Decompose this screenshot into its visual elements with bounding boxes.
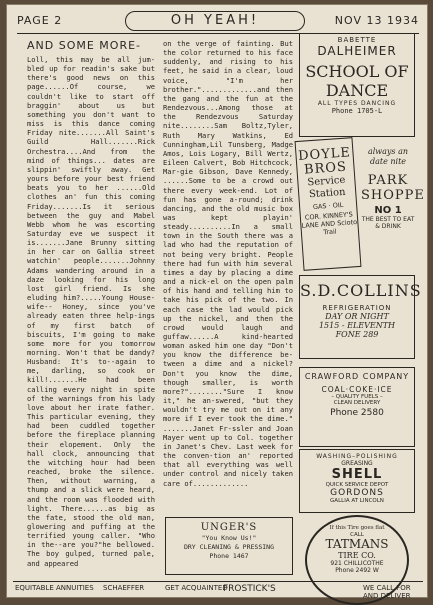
shell-quick: QUICK SERVICE DEPOT (325, 482, 389, 488)
doyle-park-ads (297, 139, 425, 269)
newspaper-page (6, 4, 428, 598)
park-best: THE BEST TO EAT & DRINK (361, 216, 415, 230)
column-1-text: Loll, this may be all jum-bled up for readin's sake but there's good news on this page......Of course, we couldn't like to start off braggin' about us but something you don't want to miss is this dance coming Friday nite.......All Saint's Guild Hall.......Rick Orchestra....And from the mind of things... dates are slippin' swiftly away. Get yours before your best friend beats you to her ......Old clothes an' fun this coming Friday.......Is it serious between the guy and Mabel Webb whom he was escorting Saturday eve we suspect it is.......Jane Brunny sitting in her car on Gallia street watchin' people.......Johnny Adams wandering around in a daze looking for his long lost girl friend. Is she eluding him?.....Young House-wife-- Honey, since you've already eaten three help-ings of my first batch of biscuits, I'm going to make some more for you tomorrow morning. Won't that be dandy?Husband: It's to--again to me, darling, so cook or kill!.......He had been calling every night in spite of the warnings from his lady love about her irate father. This particular evening, they had been cuddled together before the fireplace planning their elopement. Only the hall clock, announcing that the witching hour had been reached, broke the silence. Then, without warning, a thump and a slick were heard, and the room was flooded with light. There......as big as the fate, stood the old man, glowering and puffing at the terrified young caller. "Who in the--are you?"he bellowed. The boy gulped, turned pale, and appeared (27, 55, 160, 568)
shell-greasing: GREASING (341, 460, 373, 467)
equitable-ad: EQUITABLE ANNUITIES (15, 584, 94, 592)
collins-address: 1515 - ELEVENTH (318, 321, 396, 330)
crawford-products: COAL·COKE·ICE (321, 385, 393, 394)
tatman-call: CALL (350, 532, 364, 538)
gossip-column-2 (163, 39, 298, 519)
babette-school: SCHOOL OF DANCE (305, 62, 409, 100)
doyle-name: DOYLE BROS (297, 145, 352, 178)
issue-date: NOV 13 1934 (334, 14, 419, 27)
crawford-quality: – QUALITY FUELS – (331, 394, 383, 400)
masthead-title: OH YEAH! (125, 11, 305, 31)
park-number-one: NO 1 (374, 205, 402, 216)
tatman-address: 921 CHILLICOTHE (330, 560, 384, 567)
column-heading: AND SOME MORE- (27, 39, 142, 52)
we-call-ad: WE CALL FOR AND DELIVER (363, 584, 411, 600)
shell-gordons-ad (299, 449, 415, 513)
collins-refrigeration-ad (299, 275, 422, 359)
doyle-service: Service Station (307, 174, 346, 201)
get-acquainted-ad: GET ACQUAINTED (165, 584, 228, 592)
tatman-if-flat: If this Tire goes flat (329, 525, 385, 531)
tatman-tire-co: TIRE CO. (338, 551, 376, 560)
gossip-column-1 (27, 39, 160, 569)
unger-service: DRY CLEANING & PRESSING (183, 543, 274, 551)
crawford-delivery: CLEAN DELIVERY (333, 400, 381, 406)
schaeffer-ad: SCHAEFFER (103, 584, 145, 592)
park-tagline: always an date nite (367, 147, 409, 166)
doyle-bros-ad (295, 137, 362, 271)
collins-phone: FONE 289 (335, 330, 379, 339)
babette-first-name: BABETTE (337, 36, 377, 44)
page-header (17, 11, 419, 33)
tatman-phone: Phone 2492 W (335, 567, 379, 574)
crawford-company-ad (299, 367, 415, 447)
bottom-ad-strip (13, 581, 423, 599)
page-number: PAGE 2 (17, 14, 63, 27)
column-2-text: on the verge of fainting. But the color returned to his face suddenly, and rising to his feet, he said in a clear, loud voice, "I'm her brother.".............and then the gang and the fun at the Rendezvous...Among those at the Rendezvous Saturday nite........Sam Boltz,Tyler, Ruth Mary Watkins, Ed Cunningham,Lil Tunsberg, Madge Amos, Lois Logary, Bill Wertz, Eileen Calvert, Bob Hitchcock, Mar-gie Gibson, Dave Kennedy, ......Some to be a crowd out there every week-end. Lot of fun has gone a-round; drink dancing, and the old music box was kept playin' steady..........In a small town in the South there was a lad who had the reputation of not being very bright. People there had fun with him several times a day by placing a dime and a nick-el on the open palm of his hand and telling him to take his pick of the two. In each case the lad would pick up the nickel, and then the crowd would laugh and guffaw......A kind-hearted woman asked him one day "Don't you know the difference be-tween a dime and a nickel? Don't you know the dime, though smaller, is worth more?"........"Sure I know it," he an-swered, "but they wouldn't try me out on it any more if I ever took the dime." .......Janet Fr-ssler and Joan Mayer went up to Col. together in Janet's Chev. Last week for the conven-tion an' reported that all everything was well under control and nicely taken care of............. (163, 39, 298, 488)
collins-hours: DAY OR NIGHT (325, 312, 389, 321)
shell-washing: WASHING–POLISHING (316, 453, 398, 460)
doyle-gas-oil: GAS · OIL (312, 200, 344, 212)
babette-last-name: DALHEIMER (317, 44, 397, 58)
unger-name: UNGER'S (200, 522, 258, 533)
frosticks-ad: FROSTICK'S (223, 584, 276, 594)
babette-dance-ad (299, 33, 415, 137)
babette-phone: Phone 1705-L (331, 107, 383, 115)
park-shoppe-ad (361, 139, 425, 269)
tatman-name: TATMANS (325, 537, 389, 551)
park-name: PARK SHOPPE (361, 173, 425, 203)
unger-phone: Phone 1467 (209, 552, 249, 560)
shell-gordons: GORDONS (330, 488, 384, 498)
shell-address: GALLIA AT LINCOLN (330, 498, 384, 504)
collins-service: REFRIGERATION (322, 304, 392, 312)
collins-name: S.D.COLLINS (300, 281, 422, 300)
unger-ad (165, 517, 293, 575)
unger-tagline: "You Know Us!" (201, 534, 257, 542)
crawford-phone: Phone 2580 (330, 408, 384, 418)
shell-logo-text: SHELL (331, 467, 383, 482)
doyle-address: COR. KINNEY'S LANE AND Scioto Trail (301, 210, 358, 237)
babette-types: ALL TYPES DANCING (317, 100, 397, 107)
crawford-name: CRAWFORD COMPANY (304, 372, 410, 381)
